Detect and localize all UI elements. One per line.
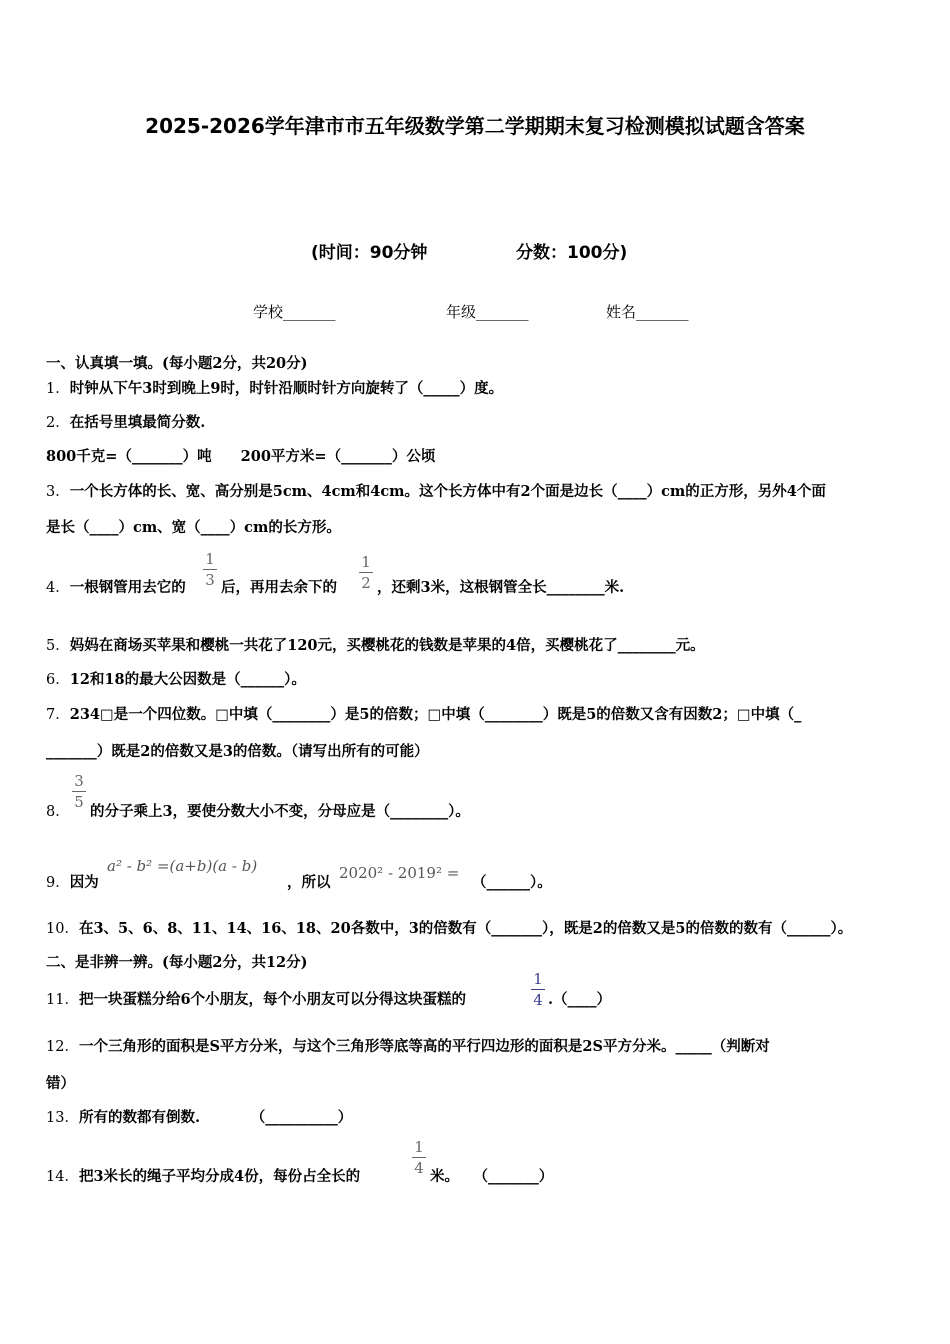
question-text: 一根钢管用去它的 [69,579,186,596]
question-2-line-2: 800千克=（_______）吨 200平方米=（_______）公顷 [46,448,436,465]
question-number: 12． [46,1039,79,1055]
question-2 [46,411,205,432]
question-text: 在括号里填最简分数. [69,414,206,431]
question-text: 12和18的最大公因数是（______）。 [69,671,306,688]
school-field: 学校_______ [253,303,336,321]
name-field: 姓名_______ [606,303,689,321]
question-text: 因为 [69,874,99,891]
question-7 [46,703,801,724]
question-number: 9． [46,875,70,891]
fraction-one-third: 1 3 [203,550,217,589]
question-8 [46,800,70,821]
expression-2020-2019: 2020² - 2019² = [339,864,460,882]
question-number: 13． [46,1110,79,1126]
question-number: 6． [46,672,70,688]
fraction-three-fifths: 3 5 [72,772,86,811]
question-text: 一个长方体的长、宽、高分别是5cm、4cm和4cm。这个长方体中有2个面是边长（____）cm的正方形，另外4个面 [69,483,826,500]
question-4-end: ，还剩3米，这根钢管全长________米. [377,579,625,596]
question-number: 1． [46,381,70,397]
question-3-line-2: 是长（____）cm、宽（____）cm的长方形。 [46,519,341,536]
question-4 [46,576,186,597]
fraction-one-half: 1 2 [359,553,373,592]
question-12-line-2: 错） [46,1075,75,1092]
question-3 [46,480,826,501]
question-number: 10． [46,921,79,937]
question-11-end: .（____） [548,991,612,1008]
section-1-heading: 一、认真填一填。(每小题2分，共20分) [46,355,308,372]
question-text: 时钟从下午3时到晚上9时，时针沿顺时针方向旋转了（_____）度。 [69,380,504,397]
question-14 [46,1165,360,1186]
question-number: 3． [46,484,70,500]
question-6 [46,668,306,689]
question-text: 在3、5、6、8、11、14、16、18、20各数中，3的倍数有（_______），既是2的倍数又是5的倍数的数有（______）。 [78,920,853,937]
question-10 [46,917,852,938]
question-number: 11． [46,992,79,1008]
fraction-one-quarter-2: 1 4 [412,1138,426,1177]
question-text: 把3米长的绳子平均分成4份，每份占全长的 [78,1168,361,1185]
question-number: 5． [46,638,70,654]
page-title: 2025-2026学年津市市五年级数学第二学期期末复习检测模拟试题含答案 [145,114,805,138]
question-number: 4． [46,580,70,596]
question-4-middle: 后，再用去余下的 [221,579,337,596]
question-number: 7． [46,707,70,723]
fraction-one-quarter: 1 4 [531,970,545,1009]
question-text: 妈妈在商场买苹果和樱桃一共花了120元，买樱桃花的钱数是苹果的4倍，买樱桃花了________元。 [69,637,705,654]
question-1 [46,377,503,398]
section-2-heading: 二、是非辨一辨。(每小题2分，共12分) [46,954,308,971]
exam-score: 分数：100分) [516,243,628,263]
question-12 [46,1035,770,1056]
question-11 [46,988,466,1009]
question-text: 所有的数都有倒数. （__________） [78,1109,353,1126]
question-9-end: （______）。 [472,874,552,891]
question-9-middle: ，所以 [287,874,331,891]
question-number: 14． [46,1169,79,1185]
question-9 [46,871,99,892]
question-text: 一个三角形的面积是S平方分米，与这个三角形等底等高的平行四边形的面积是2S平方分米。_____（判断对 [78,1038,770,1055]
grade-field: 年级_______ [446,303,529,321]
question-text: 234□是一个四位数。□中填（________）是5的倍数；□中填（________）既是5的倍数又含有因数2；□中填（_ [69,706,802,723]
question-7-line-2: _______）既是2的倍数又是3的倍数。（请写出所有的可能） [46,743,429,760]
question-5 [46,634,705,655]
question-text: 把一块蛋糕分给6个小朋友，每个小朋友可以分得这块蛋糕的 [78,991,467,1008]
question-number: 2． [46,415,70,431]
question-13 [46,1106,352,1127]
question-number: 8． [46,804,70,820]
exam-time: (时间：90分钟 [311,243,428,263]
question-14-end: 米。 （_______） [430,1168,554,1185]
formula-difference-of-squares: a² - b² =(a+b)(a - b) [107,857,258,875]
question-8-text: 的分子乘上3，要使分数大小不变，分母应是（________）。 [90,803,470,820]
